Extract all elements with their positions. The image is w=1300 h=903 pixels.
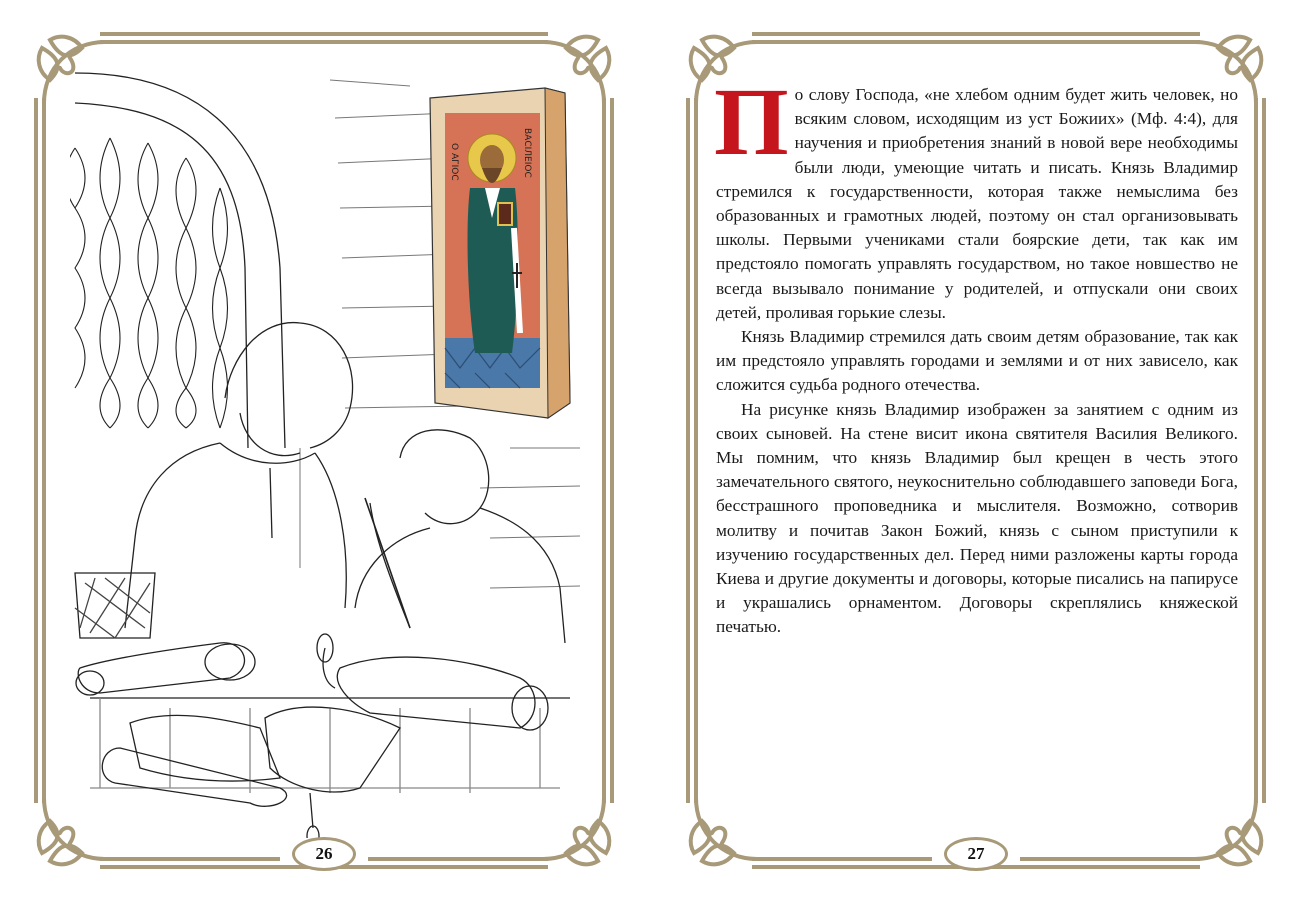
window-lattice bbox=[70, 138, 228, 428]
basket bbox=[75, 573, 155, 638]
paragraph-3: На рисунке князь Владимир изображен за занятием с одним из своих сыновей. На стене висит икона святителя Василия Великого. Мы помним, что князь Владимир был крещен в честь этого замечательного святого, неукоснительно соблюдавшего заповеди Бога, бесстрашного проповедника и мыслителя. Возможно, сотворив молитву и почитав Закон Божий, князь с сыном приступили к изучению государственных дел. Перед ними разложены карты города Киева и другие документы и договоры, которые писались на папирусе и украшались орнаментом. Договоры скреплялись княжеской печатью. bbox=[716, 399, 1238, 637]
paragraph-2: Князь Владимир стремился дать своим детям образование, так как им предстояло управлять городами и землями и от них зависело, как сложится судьба родного отечества. bbox=[716, 327, 1238, 395]
figure-father bbox=[125, 323, 353, 628]
drop-cap: П bbox=[714, 68, 789, 175]
left-page bbox=[30, 28, 618, 873]
table bbox=[90, 698, 570, 793]
page-number-right: 27 bbox=[944, 837, 1008, 871]
right-page bbox=[682, 28, 1270, 873]
scrolls bbox=[76, 634, 548, 838]
body-text bbox=[714, 68, 1238, 640]
figure-son bbox=[355, 430, 565, 643]
icon-inscription-right: ВАСІЛЕІОС bbox=[522, 128, 532, 178]
page-number-left: 26 bbox=[292, 837, 356, 871]
illustration-vladimir-and-son bbox=[70, 68, 580, 838]
icon-inscription-left: О АГІОС bbox=[449, 143, 459, 181]
paragraph-1: По слову Господа, «не хлебом одним будет жить человек, но всяким словом, исходящим из уст Божиих» (Мф. 4:4), для научения и приобретения знаний в новой вере необходимы были люди, умеющие читать и писать. Князь Владимир стремился к государственности, которая также немыслима без образованных и грамотных людей, поэтому он стал организовывать школы. Первыми учениками стали боярские дети, так как им предстояло помогать управлять государством, но такое новшество не всегда вызывало понимание у родителей, и отпускали они своих детей, проливая горькие слезы. bbox=[714, 68, 1238, 322]
icon-saint-basil bbox=[430, 88, 570, 418]
